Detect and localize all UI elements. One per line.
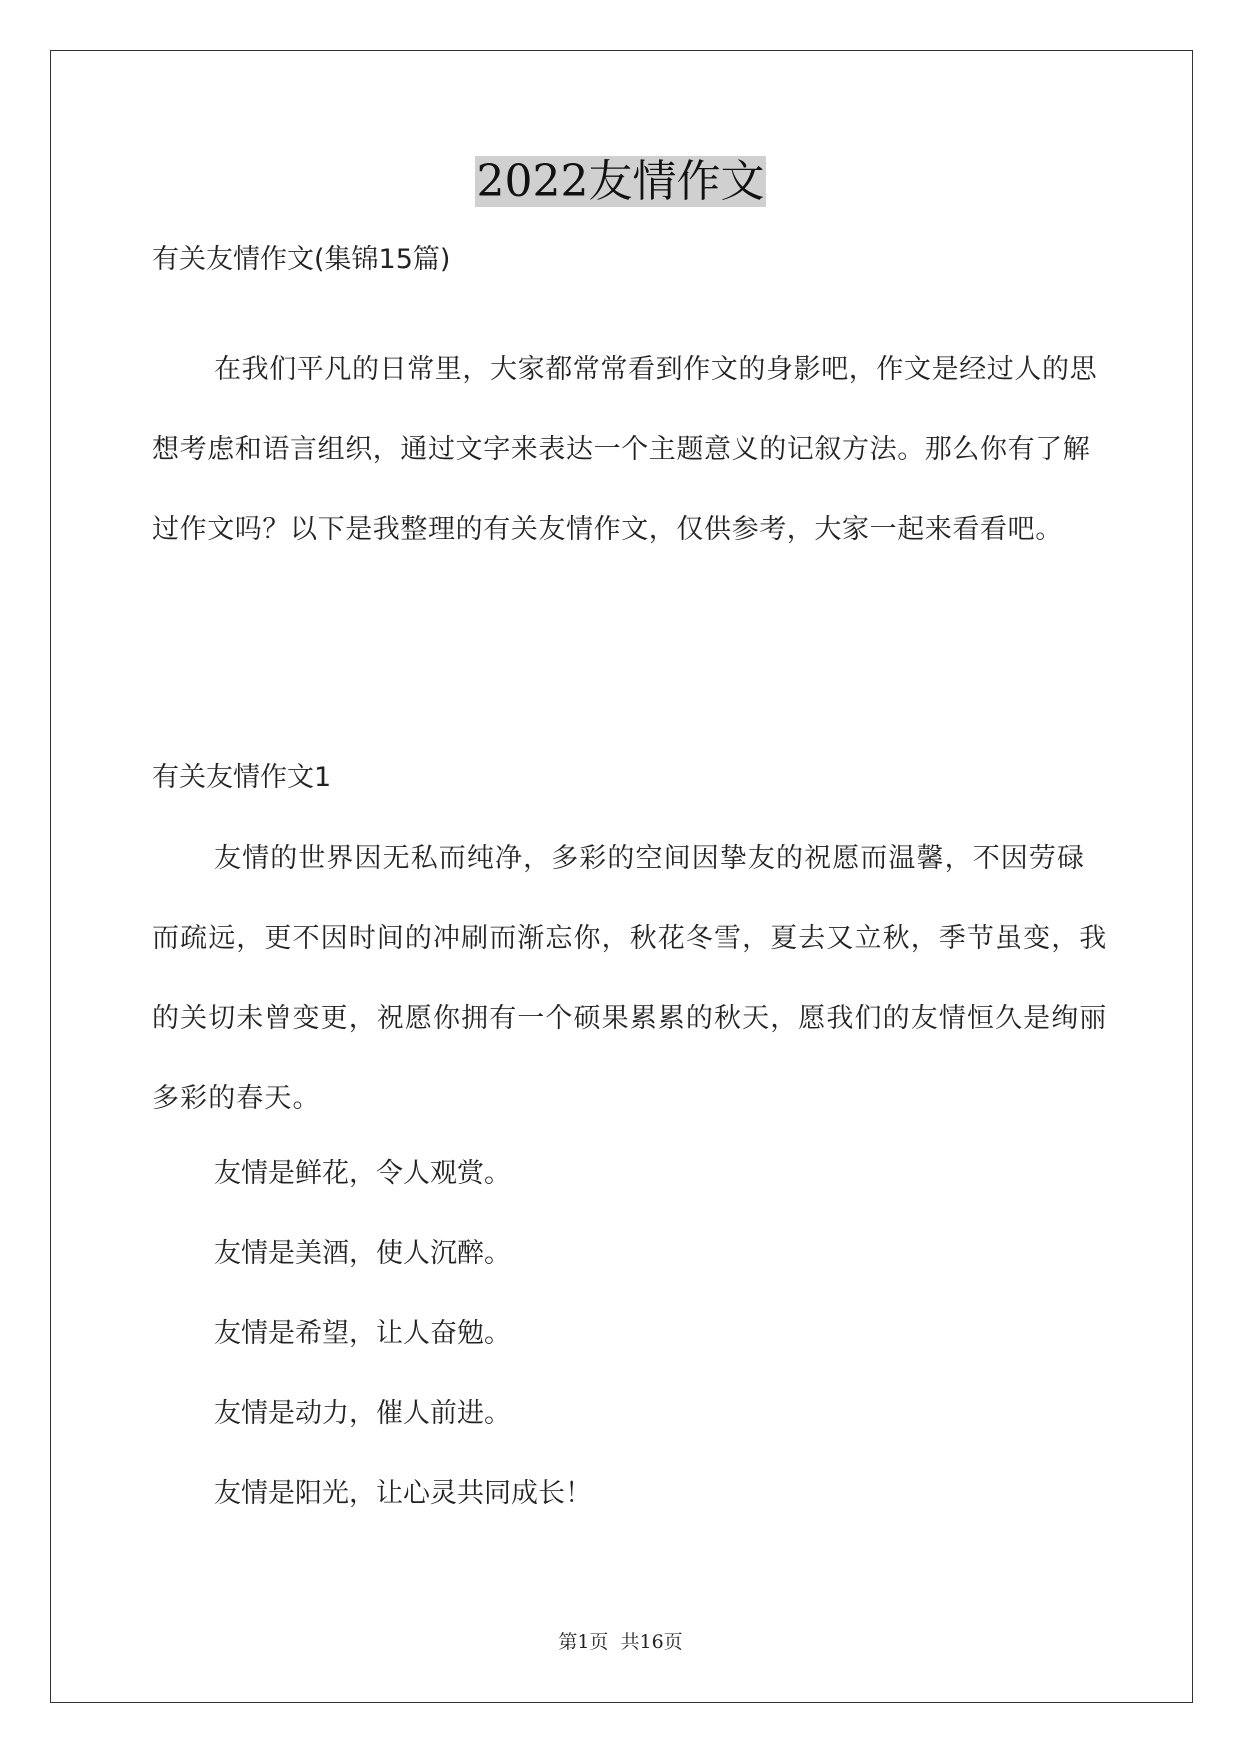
list-item: 友情是阳光，让心灵共同成长！ <box>214 1478 592 1509</box>
section-heading: 有关友情作文1 <box>152 762 332 793</box>
list-item: 友情是动力，催人前进。 <box>214 1398 511 1429</box>
list-item: 友情是鲜花，令人观赏。 <box>214 1158 511 1189</box>
intro-paragraph: 在我们平凡的日常里，大家都常常看到作文的身影吧，作文是经过人的思想考虑和语言组织，通过文字来表达一个主题意义的记叙方法。那么你有了解过作文吗？以下是我整理的有关友情作文，仅供参考，大家一起来看看吧。 <box>152 354 1098 545</box>
section-paragraph: 友情的世界因无私而纯净，多彩的空间因挚友的祝愿而温馨，不因劳碌而疏远，更不因时间的冲刷而渐忘你，秋花冬雪，夏去又立秋，季节虽变，我的关切未曾变更，祝愿你拥有一个硕果累累的秋天，愿我们的友情恒久是绚丽多彩的春天。 <box>152 843 1108 1114</box>
list-item: 友情是希望，让人奋勉。 <box>214 1318 511 1349</box>
list-item: 友情是美酒，使人沉醉。 <box>214 1238 511 1269</box>
page-footer: 第1页 共16页 <box>558 1631 683 1653</box>
subtitle: 有关友情作文(集锦15篇) <box>152 244 451 275</box>
document-title <box>0 152 1241 212</box>
title-highlight: 2022友情作文 <box>476 156 765 207</box>
